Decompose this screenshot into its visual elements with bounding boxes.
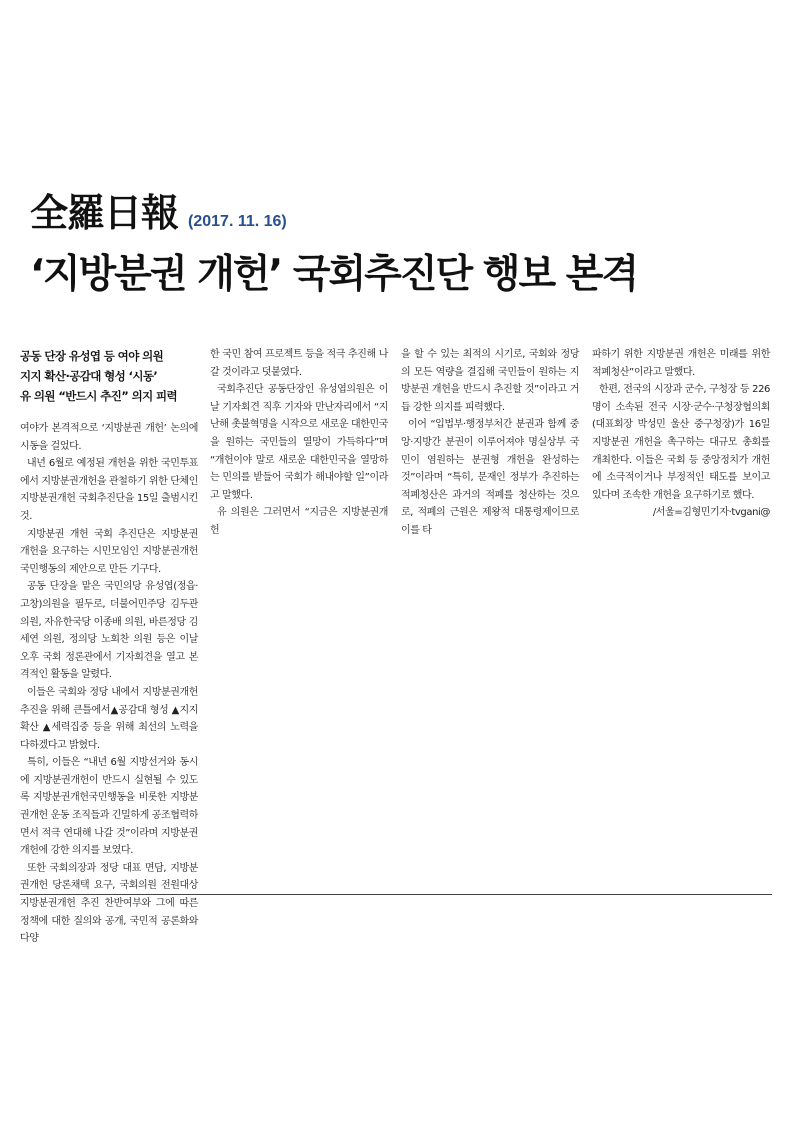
article-column-3 <box>401 346 579 540</box>
body-paragraph: 내년 6월로 예정된 개헌을 위한 국민투표에서 지방분권개헌을 관철하기 위한 단체인 지방분권개헌 국회추진단을 15일 출범시킨 것. <box>20 458 198 522</box>
masthead <box>30 191 287 235</box>
publication-date: (2017. 11. 16) <box>188 213 287 230</box>
article-column-4 <box>592 346 770 522</box>
article-subhead <box>20 346 198 406</box>
body-paragraph: 한편, 전국의 시장과 군수, 구청장 등 226명이 소속된 전국 시장·군수·구청장협의회(대표회장 박성민 울산 중구청장)가 16일 지방분권 개헌을 촉구하는 대규모 총회를 개최한다. 이들은 국회 등 중앙정치가 개헌에 소극적이거나 부정적인 태도를 보이고 있다며 조속한 개헌을 요구하기로 했다. <box>592 384 770 501</box>
body-paragraph: 이들은 국회와 정당 내에서 지방분권개헌 추진을 위해 큰틀에서▲공감대 형성 ▲지지 확산 ▲세력집중 등을 위해 최선의 노력을 다하겠다고 밝혔다. <box>20 686 198 751</box>
body-paragraph: 또한 국회의장과 정당 대표 면담, 지방분권개헌 당론채택 요구, 국회의원 전원대상 지방분권개헌 추진 찬반여부와 그에 따른 정책에 대한 질의와 공개, 국민적 공론화와 다양 <box>20 862 198 945</box>
body-paragraph: 공동 단장을 맡은 국민의당 유성엽(정읍·고창)의원을 필두로, 더불어민주당 김두관 의원, 자유한국당 이종배 의원, 바른정당 김세연 의원, 정의당 노회찬 의원 등은 이날 오후 국회 정론관에서 기자회견을 열고 본격적인 활동을 알렸다. <box>20 581 198 681</box>
reporter-byline: /서울=김형민기자·tvgani@ <box>652 507 770 519</box>
body-paragraph: 국회추진단 공동단장인 유성엽의원은 이날 기자회견 직후 기자와 만난자리에서 “지난해 촛불혁명을 시작으로 새로운 대한민국을 원하는 국민들의 열망이 가득하다”며 “개헌이야 말로 새로운 대한민국을 열망하는 민의를 받들어 국회가 해내야할 일”이라고 말했다. <box>210 384 388 501</box>
subhead-line: 공동 단장 유성엽 등 여야 의원 <box>20 349 164 363</box>
subhead-line: 유 의원 “반드시 추진” 의지 피력 <box>20 389 178 403</box>
body-paragraph: 특히, 이들은 “내년 6월 지방선거와 동시에 지방분권개헌이 반드시 실현될 수 있도록 지방분권개헌국민행동을 비롯한 지방분권개헌 운동 조직들과 긴밀하게 공조협력하면서 적극 연대해 나갈 것”이라며 지방분권개헌에 강한 의지를 보였다. <box>20 757 198 857</box>
body-paragraph: 한 국민 참여 프로젝트 등을 적극 추진해 나갈 것이라고 덧붙였다. <box>210 349 388 378</box>
body-paragraph: 지방분권 개헌 국회 추진단은 지방분권 개헌을 요구하는 시민모임인 지방분권개헌국민행동의 제안으로 만든 기구다. <box>20 528 198 575</box>
body-paragraph: 을 할 수 있는 최적의 시기로, 국회와 정당의 모든 역량을 결집해 국민들이 원하는 지방분권 개헌을 반드시 추진할 것”이라고 거듭 강한 의지를 피력했다. <box>401 349 579 413</box>
subhead-line: 지지 확산·공감대 형성 ‘시동’ <box>20 369 158 383</box>
article-headline: ‘지방분권 개헌’ 국회추진단 행보 본격 <box>30 252 638 297</box>
bottom-rule <box>20 894 772 895</box>
newspaper-logo: 全羅日報 <box>30 191 179 235</box>
body-paragraph: 유 의원은 그러면서 “지금은 지방분권개헌 <box>210 507 388 536</box>
article-column-1 <box>20 346 198 948</box>
body-paragraph: 여야가 본격적으로 ‘지방분권 개헌’ 논의에 시동을 걸었다. <box>20 423 198 452</box>
body-paragraph: 파하기 위한 지방분권 개헌은 미래를 위한 적폐청산”이라고 말했다. <box>592 349 770 378</box>
body-paragraph: 이어 “입법부·행정부처간 분권과 함께 중앙·지방간 분권이 이루어져야 명실상부 국민이 염원하는 분권형 개헌을 완성하는 것”이라며 “특히, 문재인 정부가 추진하는 적폐청산은 과거의 적폐를 청산하는 것으로, 적폐의 근원은 제왕적 대통령제이므로 이를 타 <box>401 419 579 536</box>
article-column-2 <box>210 346 388 540</box>
